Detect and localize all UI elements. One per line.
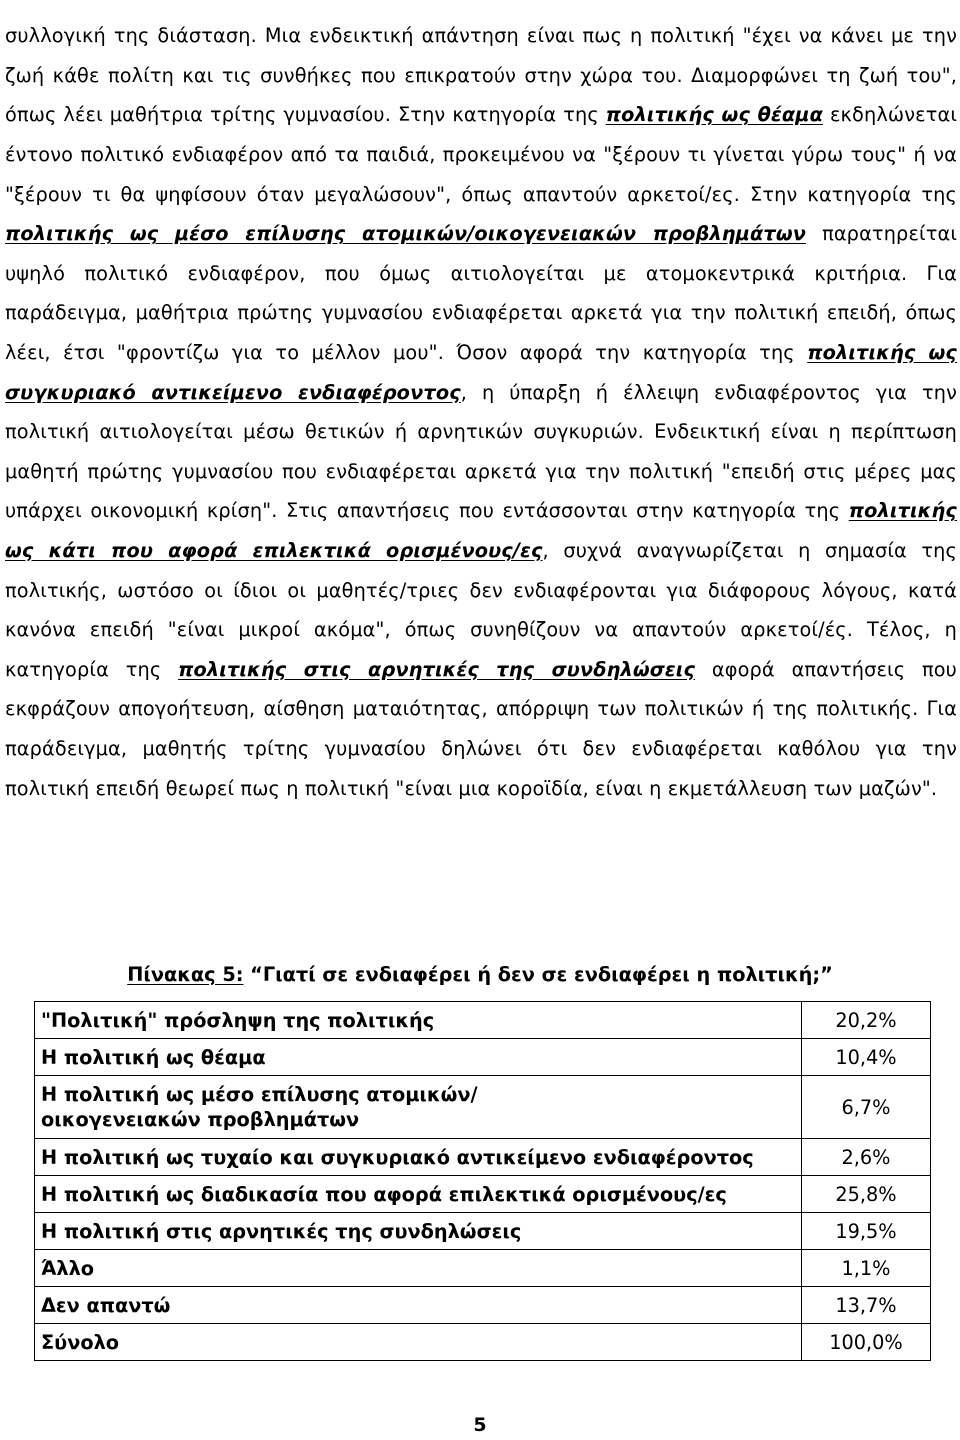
text-run: , συχνά αναγνωρίζεται η σημασία της πολιτικής, ωστόσο οι ίδιοι οι μαθητές/τριες δεν ενδιαφέρονται για διάφορους λόγους, κατά κανόνα επειδή "είναι μικροί ακόμα", όπως συνηθίζουν να απαντούν αρκετοί/ές. Τέλος, η κατηγορία της <box>5 539 957 681</box>
table-row <box>35 1139 931 1176</box>
row-label: Σύνολο <box>35 1324 802 1361</box>
category-term-circumstantial: πολιτικής ως συγκυριακό αντικείμενο ενδιαφέροντος <box>5 341 957 404</box>
row-value: 25,8% <box>802 1176 931 1213</box>
row-value: 13,7% <box>802 1287 931 1324</box>
row-value: 2,6% <box>802 1139 931 1176</box>
table-row <box>35 1076 931 1139</box>
table-row <box>35 1039 931 1076</box>
text-run: αφορά απαντήσεις που εκφράζουν απογοήτευση, αίσθηση ματαιότητας, απόρριψη των πολιτικών ή της πολιτικής. Για παράδειγμα, μαθητής τρίτης γυμνασίου δηλώνει ότι δεν ενδιαφέρεται καθόλου για την πολιτική επειδή θεωρεί πως η πολιτική "είναι μια κοροϊδία, είναι η εκμετάλλευση των μαζών". <box>5 657 957 800</box>
row-value: 6,7% <box>802 1076 931 1139</box>
text-run: εκδηλώνεται έντονο πολιτικό ενδιαφέρον από τα παιδιά, προκειμένου να "ξέρουν τι γίνεται γύρω τους" ή να "ξέρουν τι θα ψηφίσουν όταν μεγαλώσουν", όπως απαντούν αρκετοί/ες. Στην κατηγορία της <box>5 103 957 206</box>
row-label: Η πολιτική στις αρνητικές της συνδηλώσεις <box>35 1213 802 1250</box>
table-caption-label: Πίνακας 5: <box>127 963 244 986</box>
row-label: "Πολιτική" πρόσληψη της πολιτικής <box>35 1002 802 1039</box>
category-term-negative: πολιτικής στις αρνητικές της συνδηλώσεις <box>178 657 696 681</box>
category-term-spectacle: πολιτικής ως θέαμα <box>605 103 823 127</box>
table-row <box>35 1287 931 1324</box>
row-label: Η πολιτική ως θέαμα <box>35 1039 802 1076</box>
category-term-problem-solving: πολιτικής ως μέσο επίλυσης ατομικών/οικογενειακών προβλημάτων <box>5 222 807 246</box>
table-row <box>35 1002 931 1039</box>
table-caption-text: “Γιατί σε ενδιαφέρει ή δεν σε ενδιαφέρει η πολιτική;” <box>250 963 833 986</box>
results-table <box>34 1001 931 1361</box>
text-run: παρατηρείται υψηλό πολιτικό ενδιαφέρον, που όμως αιτιολογείται με ατομοκεντρικά κριτήρια. Για παράδειγμα, μαθήτρια πρώτης γυμνασίου ενδιαφέρεται αρκετά για την πολιτική επειδή, όπως λέει, έτσι "φροντίζω για το μέλλον μου". Όσον αφορά την κατηγορία της <box>5 222 957 365</box>
text-run: συλλογική της διάσταση. Μια ενδεικτική απάντηση είναι πως η πολιτική "έχει να κάνει με την ζωή κάθε πολίτη και τις συνθήκες που επικρατούν στην χώρα του. Διαμορφώνει τη ζωή του", όπως λέει μαθήτρια τρίτης γυμνασίου. Στην κατηγορία της <box>5 24 957 127</box>
row-label: Η πολιτική ως μέσο επίλυσης ατομικών/οικογενειακών προβλημάτων <box>35 1076 802 1139</box>
row-value: 19,5% <box>802 1213 931 1250</box>
table-caption <box>0 962 960 988</box>
table-row <box>35 1324 931 1361</box>
row-label: Η πολιτική ως τυχαίο και συγκυριακό αντικείμενο ενδιαφέροντος <box>35 1139 802 1176</box>
row-label: Άλλο <box>35 1250 802 1287</box>
row-value: 10,4% <box>802 1039 931 1076</box>
table-row <box>35 1176 931 1213</box>
text-run: , η ύπαρξη ή έλλειψη ενδιαφέροντος για την πολιτική αιτιολογείται μέσω θετικών ή αρνητικών συγκυριών. Ενδεικτική είναι η περίπτωση μαθητή πρώτης γυμνασίου που ενδιαφέρεται αρκετά για την πολιτική "επειδή στις μέρες μας υπάρχει οικονομική κρίση". Στις απαντήσεις που εντάσσονται στην κατηγορία της <box>5 380 957 523</box>
table-row <box>35 1250 931 1287</box>
row-value: 20,2% <box>802 1002 931 1039</box>
row-label: Δεν απαντώ <box>35 1287 802 1324</box>
row-value: 1,1% <box>802 1250 931 1287</box>
page-number: 5 <box>473 1414 487 1436</box>
row-label: Η πολιτική ως διαδικασία που αφορά επιλεκτικά ορισμένους/ες <box>35 1176 802 1213</box>
body-paragraph <box>5 16 957 808</box>
category-term-selective: πολιτικής ως κάτι που αφορά επιλεκτικά ορισμένους/ες <box>5 499 957 563</box>
table-row <box>35 1213 931 1250</box>
row-value: 100,0% <box>802 1324 931 1361</box>
